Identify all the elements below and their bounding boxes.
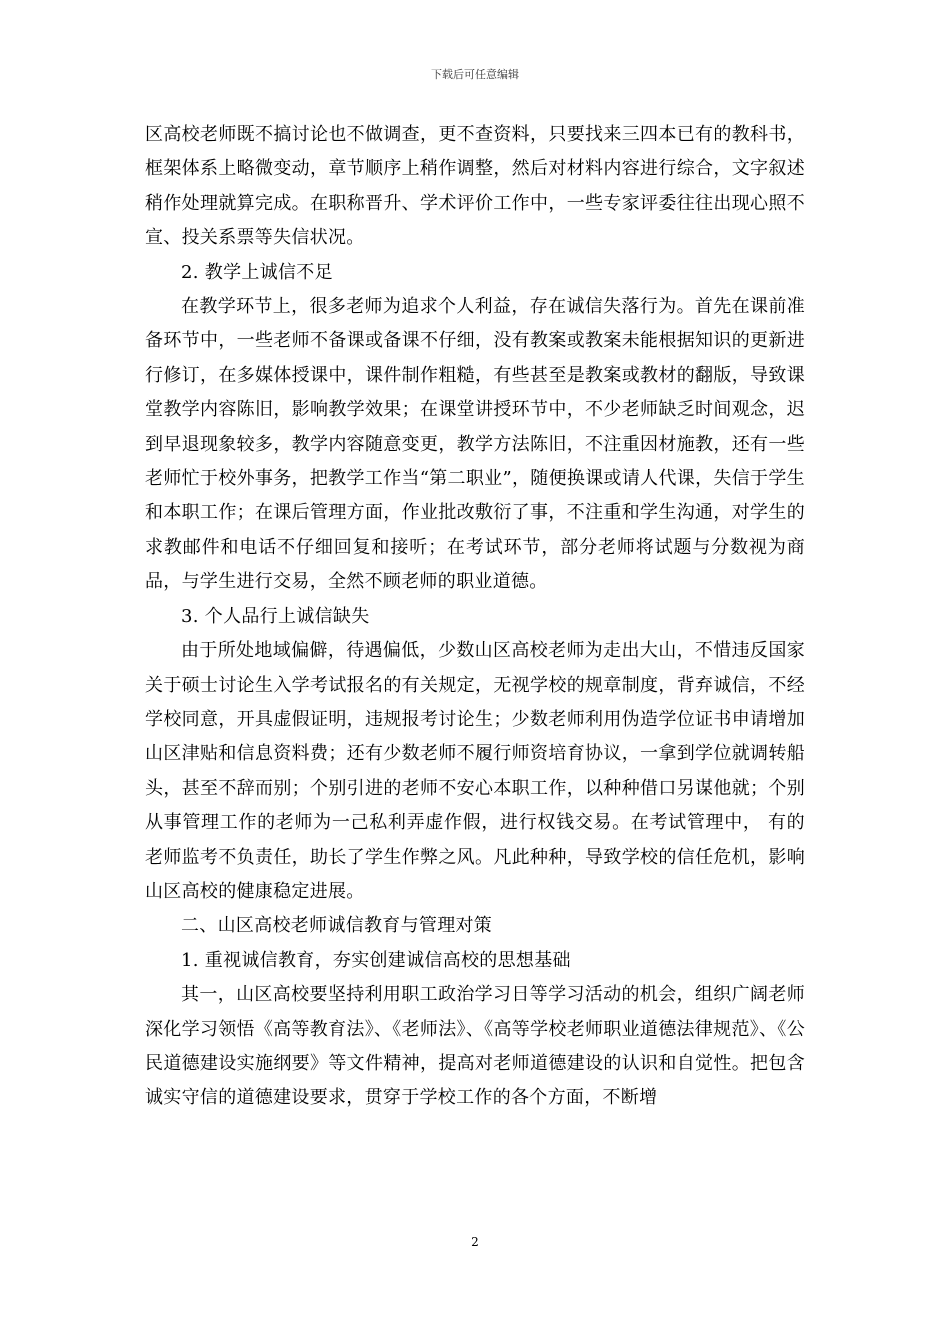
section-heading-countermeasures: 二、山区高校老师诚信教育与管理对策 bbox=[181, 915, 493, 937]
document-body bbox=[145, 118, 805, 1116]
paragraph-personal-conduct: 由于所处地域偏僻，待遇偏低，少数山区高校老师为走出大山，不惜违反国家关于硕士讨论生入学考试报名的有关规定，无视学校的规章制度，背弃诚信，不经学校同意，开具虚假证明，违规报考讨论生；少数老师利用伪造学位证书申请增加山区津贴和信息资料费；还有少数老师不履行师资培育协议，一拿到学位就调转船头，甚至不辞而别；个别引进的老师不安心本职工作，以种种借口另谋他就；个别从事管理工作的老师为一己私利弄虚作假，进行权钱交易。在考试管理中， 有的老师监考不负责任，助长了学生作弊之风。凡此种种，导致学校的信任危机，影响山区高校的健康稳定进展。 bbox=[145, 640, 805, 902]
subheading-personal-conduct: 3. 个人品行上诚信缺失 bbox=[181, 605, 370, 627]
page-number: 2 bbox=[471, 1235, 479, 1249]
paragraph-teaching: 在教学环节上，很多老师为追求个人利益，存在诚信失落行为。首先在课前准备环节中，一些老师不备课或备课不仔细，没有教案或教案未能根据知识的更新进行修订，在多媒体授课中，课件制作粗糙，有些甚至是教案或教材的翻版，导致课堂教学内容陈旧，影响教学效果；在课堂讲授环节中，不少老师缺乏时间观念，迟到早退现象较多，教学内容随意变更，教学方法陈旧，不注重因材施教，还有一些老师忙于校外事务，把教学工作当“第二职业”，随便换课或请人代课，失信于学生和本职工作；在课后管理方面，作业批改敷衍了事，不注重和学生沟通，对学生的求教邮件和电话不仔细回复和接听；在考试环节，部分老师将试题与分数视为商品，与学生进行交易，全然不顾老师的职业道德。 bbox=[145, 296, 805, 593]
paragraph-continuation: 区高校老师既不搞讨论也不做调查，更不查资料，只要找来三四本已有的教科书，框架体系上略微变动，章节顺序上稍作调整，然后对材料内容进行综合，文字叙述稍作处理就算完成。在职称晋升、学术评价工作中，一些专家评委往往出现心照不宣、投关系票等失信状况。 bbox=[145, 124, 805, 249]
subheading-teaching-integrity: 2. 教学上诚信不足 bbox=[181, 261, 333, 283]
header-note: 下载后可任意编辑 bbox=[431, 68, 519, 81]
paragraph-first-measure: 其一，山区高校要坚持利用职工政治学习日等学习活动的机会，组织广阔老师深化学习领悟《高等教育法》、《老师法》、《高等学校老师职业道德法律规范》、《公民道德建设实施纲要》等文件精神，提高对老师道德建设的认识和自觉性。把包含诚实守信的道德建设要求，贯穿于学校工作的各个方面，不断增 bbox=[145, 984, 805, 1109]
subheading-integrity-education: 1. 重视诚信教育，夯实创建诚信高校的思想基础 bbox=[181, 949, 571, 971]
